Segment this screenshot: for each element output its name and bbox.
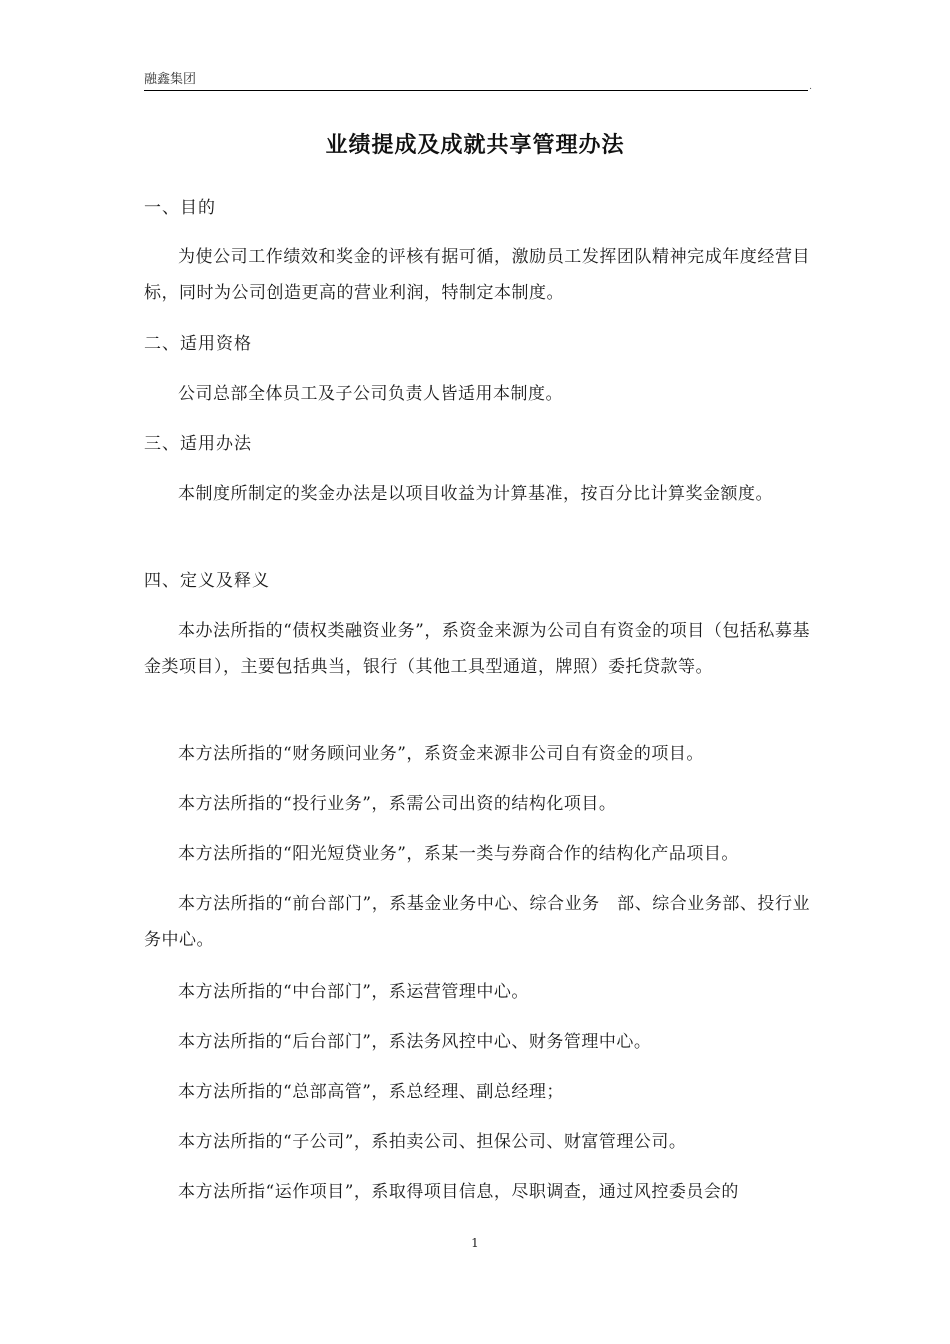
paragraph-def-front-office: 本方法所指的“前台部门”，系基金业务中心、综合业务 部、综合业务部、投行业务中心。: [144, 894, 810, 950]
section-heading-purpose: 一、目的: [144, 198, 216, 218]
document-title: 业绩提成及成就共享管理办法: [325, 133, 625, 158]
paragraph-def-project-operation: 本方法所指“运作项目”，系取得项目信息，尽职调查，通过风控委员会的: [178, 1182, 739, 1202]
page-header: [144, 72, 812, 92]
section-heading-method: 三、适用办法: [144, 434, 252, 454]
paragraph-def-executives: 本方法所指的“总部高管”，系总经理、副总经理；: [178, 1082, 564, 1102]
paragraph-purpose: 为使公司工作绩效和奖金的评核有据可循，激励员工发挥团队精神完成年度经营目标，同时为公司创造更高的营业利润，特制定本制度。: [144, 247, 810, 303]
paragraph-def-investment-banking: 本方法所指的“投行业务”，系需公司出资的结构化项目。: [178, 794, 617, 814]
section-heading-eligibility: 二、适用资格: [144, 334, 252, 354]
paragraph-def-back-office: 本方法所指的“后台部门”，系法务风控中心、财务管理中心。: [178, 1032, 652, 1052]
paragraph-def-debt-financing: 本办法所指的“债权类融资业务”，系资金来源为公司自有资金的项目（包括私募基金类项目），主要包括典当，银行（其他工具型通道，牌照）委托贷款等。: [144, 621, 810, 677]
paragraph-method: 本制度所制定的奖金办法是以项目收益为计算基准，按百分比计算奖金额度。: [178, 484, 773, 504]
paragraph-def-middle-office: 本方法所指的“中台部门”，系运营管理中心。: [178, 982, 529, 1002]
header-mark: .: [809, 82, 812, 92]
page-number: 1: [471, 1236, 479, 1250]
section-heading-definitions: 四、定义及释义: [144, 571, 270, 591]
paragraph-def-financial-advisory: 本方法所指的“财务顾问业务”，系资金来源非公司自有资金的项目。: [178, 744, 704, 764]
header-company-name: 融鑫集团: [144, 72, 197, 87]
paragraph-def-subsidiary: 本方法所指的“子公司”，系拍卖公司、担保公司、财富管理公司。: [178, 1132, 687, 1152]
paragraph-eligibility: 公司总部全体员工及子公司负责人皆适用本制度。: [178, 384, 563, 404]
paragraph-def-sunshine-loan: 本方法所指的“阳光短贷业务”，系某一类与券商合作的结构化产品项目。: [178, 844, 739, 864]
